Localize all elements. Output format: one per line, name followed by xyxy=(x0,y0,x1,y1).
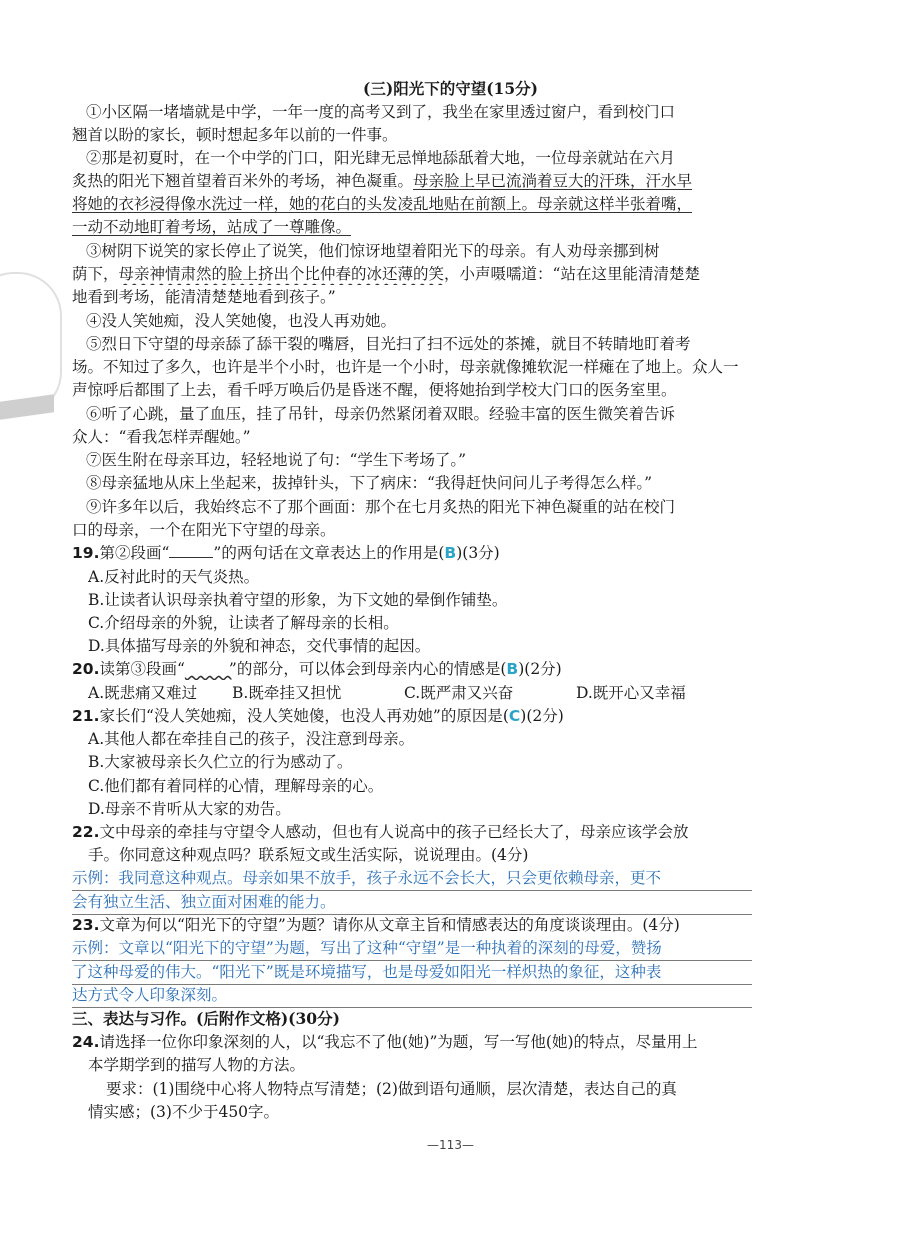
question-23: 23.文章为何以“阳光下的守望”为题？请你从文章主旨和情感表达的角度谈谈理由。(4分) xyxy=(72,916,680,934)
option: A.既悲痛又难过 xyxy=(88,684,198,702)
option: C.既严肃又兴奋 xyxy=(404,684,514,702)
passage-line: 翘首以盼的家长，顿时想起多年以前的一件事。 xyxy=(72,126,398,144)
passage-line: ⑥听了心跳，量了血压，挂了吊针，母亲仍然紧闭着双眼。经验丰富的医生微笑着告诉 xyxy=(86,405,676,423)
passage-line: ⑤烈日下守望的母亲舔了舔干裂的嘴唇，目光扫了扫不远处的茶摊，就目不转睛地盯着考 xyxy=(86,335,691,353)
answer-21: C xyxy=(508,707,521,725)
passage-line: ⑧母亲猛地从床上坐起来，拔掉针头，下了病床：“我得赶快问问儿子考得怎么样。” xyxy=(86,474,653,492)
option: C.介绍母亲的外貌，让读者了解母亲的长相。 xyxy=(88,614,399,632)
passage-line: ③树阴下说笑的家长停止了说笑，他们惊讶地望着阳光下的母亲。有人劝母亲挪到树 xyxy=(86,242,660,260)
option: C.他们都有着同样的心情，理解母亲的心。 xyxy=(88,777,384,795)
option: A.反衬此时的天气炎热。 xyxy=(88,568,260,586)
underline-sample xyxy=(169,545,213,558)
answer-22: 会有独立生活、独立面对困难的能力。 xyxy=(72,893,336,911)
requirement: 要求：(1)围绕中心将人物特点写清楚；(2)做到语句通顺，层次清楚，表达自己的真 xyxy=(106,1080,677,1098)
passage-line xyxy=(72,193,752,215)
passage-line: 场。不知过了多久，也许是半个小时，也许是一个小时，母亲就像摊软泥一样瘫在了地上。众人一 xyxy=(72,358,739,376)
passage-line: 炙热的阳光下翘首望着百米外的考场，神色凝重。母亲脸上早已流淌着豆大的汗珠，汗水早 xyxy=(72,172,693,190)
page-number: —113— xyxy=(427,1138,474,1152)
answer-23: 了这种母爱的伟大。“阳光下”既是环境描写，也是母爱如阳光一样炽热的象征，这种表 xyxy=(72,963,662,981)
question-20: 20.读第③段画“ ”的部分，可以体会到母亲内心的情感是(B)(2分) xyxy=(72,660,562,678)
passage-line: ④没人笑她痴，没人笑她傻，也没人再劝她。 xyxy=(86,312,397,330)
question-24: 24.请选择一位你印象深刻的人，以“我忘不了他(她)”为题，写一写他(她)的特点，尽量用上 xyxy=(72,1033,698,1051)
option: A.其他人都在牵挂自己的孩子，没注意到母亲。 xyxy=(88,730,415,748)
answer-22: 示例：我同意这种观点。母亲如果不放手，孩子永远不会长大，只会更依赖母亲，更不 xyxy=(72,869,662,887)
underlined-text: 母亲脸上早已流淌着豆大的汗珠，汗水早 xyxy=(413,172,693,190)
option: D.母亲不肯听从大家的劝告。 xyxy=(88,800,291,818)
question-21: 21.家长们“没人笑她痴，没人笑她傻，也没人再劝她”的原因是(C)(2分) xyxy=(72,707,564,725)
option: B.既牵挂又担忧 xyxy=(232,684,342,702)
passage-line: 声惊呼后都围了上去，看千呼万唤后仍是昏迷不醒，便将她抬到学校大门口的医务室里。 xyxy=(72,381,677,399)
answer-20: B xyxy=(506,660,519,678)
option: B.大家被母亲长久伫立的行为感动了。 xyxy=(88,753,353,771)
option: D.既开心又幸福 xyxy=(576,684,686,702)
section3-title: 三、表达与习作。(后附作文格)(30分) xyxy=(72,1009,340,1028)
passage-line: 荫下，母亲神情肃然的脸上挤出个比仲春的冰还薄的笑，小声嗫嚅道：“站在这里能清清楚楚 xyxy=(72,265,700,283)
question-22-cont: 手。你同意这种观点吗？联系短文或生活实际，说说理由。(4分) xyxy=(88,846,529,864)
question-19: 19.第②段画“ ”的两句话在文章表达上的作用是(B)(3分) xyxy=(72,544,500,562)
question-24-cont: 本学期学到的描写人物的方法。 xyxy=(88,1056,306,1074)
section-title: (三)阳光下的守望(15分) xyxy=(363,79,538,98)
passage-line: 众人：“看我怎样弄醒她。” xyxy=(72,428,251,446)
passage-line: ①小区隔一堵墙就是中学，一年一度的高考又到了，我坐在家里透过窗户，看到校门口 xyxy=(86,103,676,121)
passage-line: ②那是初夏时，在一个中学的门口，阳光肆无忌惮地舔舐着大地，一位母亲就站在六月 xyxy=(86,149,676,167)
passage-line: ⑨许多年以后，我始终忘不了那个画面：那个在七月炙热的阳光下神色凝重的站在校门 xyxy=(86,498,676,516)
option: B.让读者认识母亲执着守望的形象，为下文她的晕倒作铺垫。 xyxy=(88,591,508,609)
underlined-text: 将她的衣衫浸得像水洗过一样，她的花白的头发凌乱地贴在前额上。母亲就这样半张着嘴， xyxy=(72,195,693,213)
answer-23: 达方式令人印象深刻。 xyxy=(72,986,228,1004)
passage-line: 口的母亲，一个在阳光下守望的母亲。 xyxy=(72,521,336,539)
requirement: 情实感；(3)不少于450字。 xyxy=(88,1103,280,1121)
wavy-underlined-text: 母亲神情肃然的脸上挤出个比仲春的冰还薄的笑 xyxy=(118,265,445,283)
answer-19: B xyxy=(444,544,457,562)
question-22: 22.文中母亲的牵挂与守望令人感动，但也有人说高中的孩子已经长大了，母亲应该学会放 xyxy=(72,823,689,841)
option: D.具体描写母亲的外貌和神态，交代事情的起因。 xyxy=(88,637,431,655)
passage-line: ⑦医生附在母亲耳边，轻轻地说了句：“学生下考场了。” xyxy=(86,451,467,469)
wavy-underline-sample xyxy=(185,658,229,670)
passage-line: 地看到考场，能清清楚楚地看到孩子。” xyxy=(72,288,336,306)
answer-23: 示例：文章以“阳光下的守望”为题，写出了这种“守望”是一种执着的深刻的母爱，赞扬 xyxy=(72,939,662,957)
passage-line xyxy=(72,216,752,238)
underlined-text: 一动不动地盯着考场，站成了一尊雕像。 xyxy=(72,218,352,236)
